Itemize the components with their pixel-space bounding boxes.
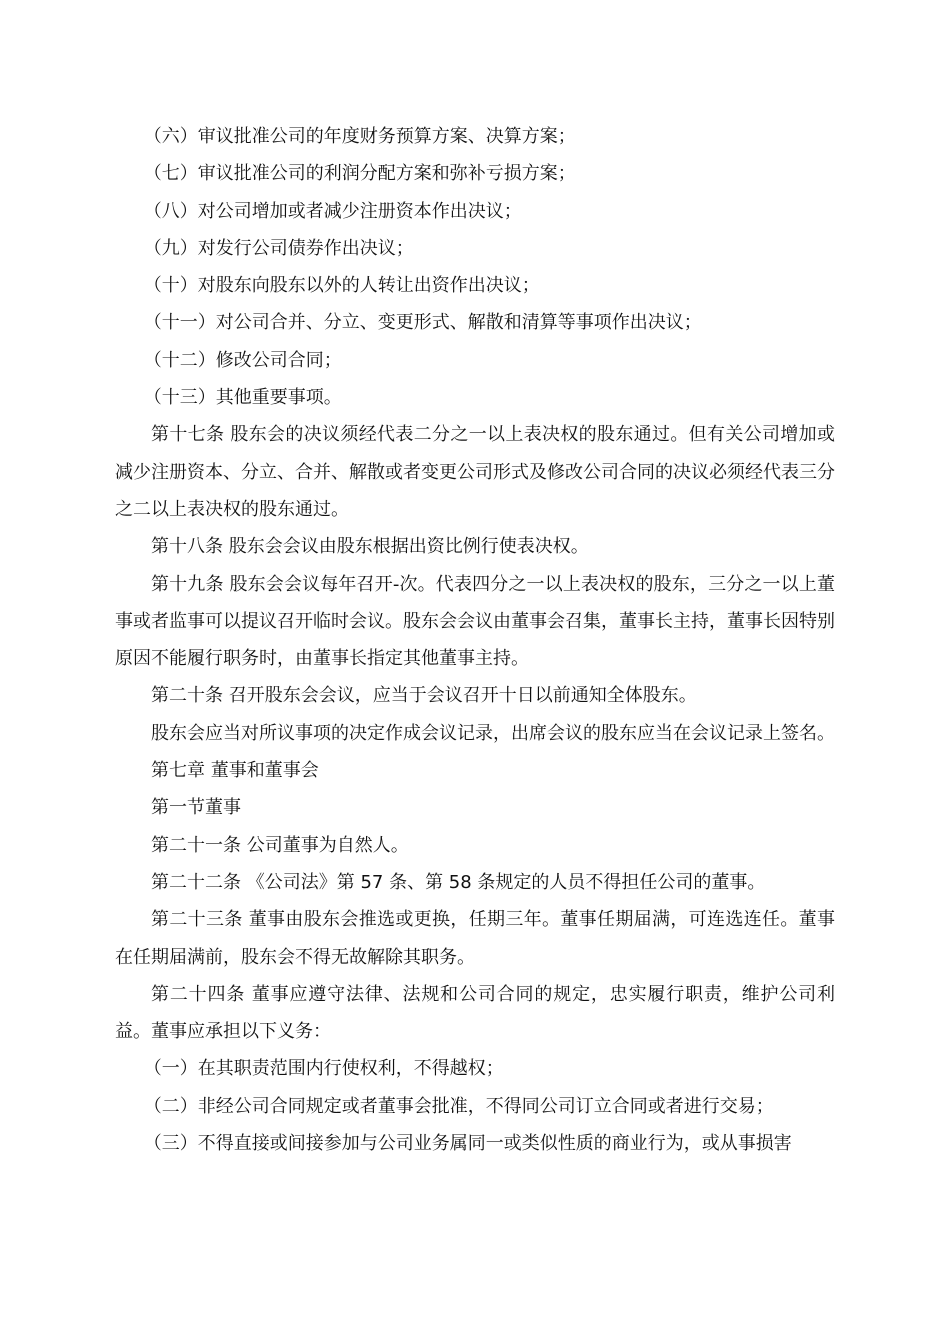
list-item: （十二）修改公司合同； bbox=[143, 349, 342, 371]
article-paragraph: 第二十条 召开股东会会议，应当于会议召开十日以前通知全体股东。 bbox=[151, 685, 697, 707]
list-item: （三）不得直接或间接参加与公司业务属同一或类似性质的商业行为，或从事损害 bbox=[143, 1133, 792, 1155]
document-body bbox=[115, 118, 835, 1162]
article-paragraph: 第二十三条 董事由股东会推选或更换，任期三年。董事任期届满，可连选连任。董事在任期届满前，股东会不得无故解除其职务。 bbox=[115, 909, 835, 968]
section-heading: 第一节董事 bbox=[151, 797, 241, 819]
list-item: （十一）对公司合并、分立、变更形式、解散和清算等事项作出决议； bbox=[143, 312, 702, 334]
chapter-heading: 第七章 董事和董事会 bbox=[151, 760, 319, 782]
list-item: （八）对公司增加或者减少注册资本作出决议； bbox=[143, 200, 522, 222]
article-paragraph: 第十八条 股东会会议由股东根据出资比例行使表决权。 bbox=[151, 536, 589, 558]
article-paragraph: 第二十二条 《公司法》第 57 条、第 58 条规定的人员不得担任公司的董事。 bbox=[151, 871, 766, 893]
list-item: （一）在其职责范围内行使权利，不得越权； bbox=[143, 1058, 504, 1080]
article-paragraph: 第十九条 股东会会议每年召开-次。代表四分之一以上表决权的股东，三分之一以上董事或者监事可以提议召开临时会议。股东会会议由董事会召集，董事长主持，董事长因特别原因不能履行职务时，由董事长指定其他董事主持。 bbox=[115, 573, 835, 670]
list-item: （十三）其他重要事项。 bbox=[143, 387, 342, 409]
article-paragraph: 股东会应当对所议事项的决定作成会议记录，出席会议的股东应当在会议记录上签名。 bbox=[151, 722, 835, 744]
list-item: （九）对发行公司债券作出决议； bbox=[143, 237, 414, 259]
list-item: （十）对股东向股东以外的人转让出资作出决议； bbox=[143, 275, 540, 297]
article-paragraph: 第二十四条 董事应遵守法律、法规和公司合同的规定，忠实履行职责，维护公司利益。董事应承担以下义务： bbox=[115, 983, 835, 1043]
article-paragraph: 第二十一条 公司董事为自然人。 bbox=[151, 834, 409, 856]
list-item: （六）审议批准公司的年度财务预算方案、决算方案； bbox=[143, 126, 576, 147]
list-item: （七）审议批准公司的利润分配方案和弥补亏损方案； bbox=[143, 163, 576, 185]
article-paragraph: 第十七条 股东会的决议须经代表二分之一以上表决权的股东通过。但有关公司增加或减少注册资本、分立、合并、解散或者变更公司形式及修改公司合同的决议必须经代表三分之二以上表决权的股东通过。 bbox=[115, 424, 835, 520]
list-item: （二）非经公司合同规定或者董事会批准，不得同公司订立合同或者进行交易； bbox=[143, 1095, 774, 1117]
